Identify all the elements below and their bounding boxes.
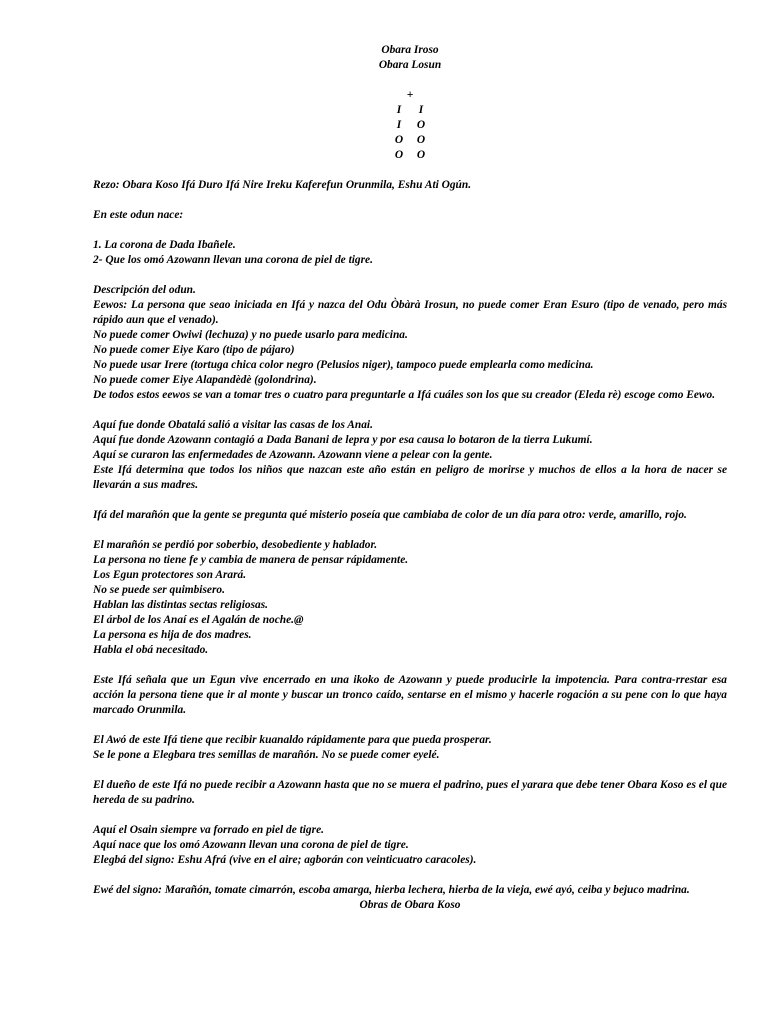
perdio-line: Hablan las distintas sectas religiosas. xyxy=(93,599,268,611)
sign-row xyxy=(93,103,727,118)
awo-section xyxy=(93,733,727,763)
maranon-paragraph: Ifá del marañón que la gente se pregunta qué misterio poseía que cambiaba de color de un día para otro: verde, amarillo, rojo. xyxy=(93,509,687,521)
document-page xyxy=(93,43,727,913)
nace-list xyxy=(93,238,727,268)
sign-mark: O xyxy=(394,134,404,146)
osain-line: Aquí el Osain siempre va forrado en piel de tigre. xyxy=(93,824,324,836)
ewe-paragraph: Ewé del signo: Marañón, tomate cimarrón, escoba amarga, hierba lechera, hierba de la vieja, ewé ayó, ceiba y bejuco madrina. xyxy=(93,884,690,896)
eewo-line: No puede usar Irere (tortuga chica color negro (Pelusios niger), tampoco puede emplearla como medicina. xyxy=(93,359,594,371)
eewo-line: No puede comer Eiye Alapandèdè (golondrina). xyxy=(93,374,317,386)
osain-section xyxy=(93,823,727,868)
eewos-closing: De todos estos eewos se van a tomar tres o cuatro para preguntarle a Ifá cuáles son los que su creador (Eleda rè) escoge como Eewo. xyxy=(93,389,716,401)
perdio-line: El marañón se perdió por soberbio, desobediente y hablador. xyxy=(93,539,378,551)
rezo-paragraph: Rezo: Obara Koso Ifá Duro Ifá Nire Ireku Kaferefun Orunmila, Eshu Ati Ogún. xyxy=(93,179,472,191)
sign-row xyxy=(93,148,727,163)
title-line-2: Obara Losun xyxy=(378,59,442,71)
awo-line: El Awó de este Ifá tiene que recibir kuanaldo rápidamente para que pueda prosperar. xyxy=(93,734,492,746)
perdio-line: La persona es hija de dos madres. xyxy=(93,629,252,641)
perdio-line: Los Egun protectores son Arará. xyxy=(93,569,247,581)
sign-row xyxy=(93,133,727,148)
nace-heading: En este odun nace: xyxy=(93,209,184,221)
eewo-line: No puede comer Eiye Karo (tipo de pájaro) xyxy=(93,344,295,356)
obras-heading: Obras de Obara Koso xyxy=(359,899,461,911)
sign-row xyxy=(93,118,727,133)
list-item: 2- Que los omó Azowann llevan una corona de piel de tigre. xyxy=(93,254,373,266)
aqui-line: Aquí fue donde Obatalá salió a visitar las casas de los Anai. xyxy=(93,419,373,431)
title-line-1: Obara Iroso xyxy=(381,44,439,56)
aqui-line: Este Ifá determina que todos los niños que nazcan este año están en peligro de morirse y muchos de ellos a la hora de nacer se llevarán a sus madres. xyxy=(93,464,727,491)
osain-line: Elegbá del signo: Eshu Afrá (vive en el aire; agborán con veinticuatro caracoles). xyxy=(93,854,477,866)
list-item: 1. La corona de Dada Ibañele. xyxy=(93,239,236,251)
sign-mark: I xyxy=(396,119,402,131)
dueno-paragraph: El dueño de este Ifá no puede recibir a Azowann hasta que no se muera el padrino, pues el yarara que debe tener Obara Koso es el que hereda de su padrino. xyxy=(93,779,727,806)
aqui-line: Aquí fue donde Azowann contagió a Dada Banani de lepra y por esa causa lo botaron de la tierra Lukumí. xyxy=(93,434,593,446)
perdio-line: Habla el obá necesitado. xyxy=(93,644,209,656)
perdio-line: No se puede ser quimbisero. xyxy=(93,584,225,596)
descripcion-heading: Descripción del odun. xyxy=(93,284,196,296)
eewos-paragraph: Eewos: La persona que seao iniciada en Ifá y nazca del Odu Òbàrà Irosun, no puede comer Eran Esuro (tipo de venado, pero más rápido aun que el venado). xyxy=(93,299,727,326)
aqui-line: Aquí se curaron las enfermedades de Azowann. Azowann viene a pelear con la gente. xyxy=(93,449,493,461)
odu-sign xyxy=(93,103,727,163)
document-title xyxy=(93,43,727,73)
sign-mark: O xyxy=(416,134,426,146)
aqui-section xyxy=(93,418,727,493)
eewo-line: No puede comer Owiwi (lechuza) y no puede usarlo para medicina. xyxy=(93,329,408,341)
awo-line: Se le pone a Elegbara tres semillas de marañón. No se puede comer eyelé. xyxy=(93,749,440,761)
sign-mark: O xyxy=(394,149,404,161)
sign-plus: + xyxy=(406,89,414,101)
sign-mark: O xyxy=(416,149,426,161)
perdio-line: La persona no tiene fe y cambia de manera de pensar rápidamente. xyxy=(93,554,409,566)
descripcion-section xyxy=(93,283,727,403)
perdio-line: El árbol de los Anaí es el Agalán de noche.@ xyxy=(93,614,304,626)
egun-paragraph: Este Ifá señala que un Egun vive encerrado en una ikoko de Azowann y puede producirle la impotencia. Para contra-rrestar esa acción la persona tiene que ir al monte y buscar un tronco caído, sentarse en el mismo y hacerle rogación a su pene con lo que haya marcado Orunmila. xyxy=(93,674,727,716)
osain-line: Aquí nace que los omó Azowann llevan una corona de piel de tigre. xyxy=(93,839,409,851)
sign-mark: I xyxy=(418,104,424,116)
perdio-section xyxy=(93,538,727,658)
sign-mark: O xyxy=(416,119,426,131)
sign-mark: I xyxy=(396,104,402,116)
